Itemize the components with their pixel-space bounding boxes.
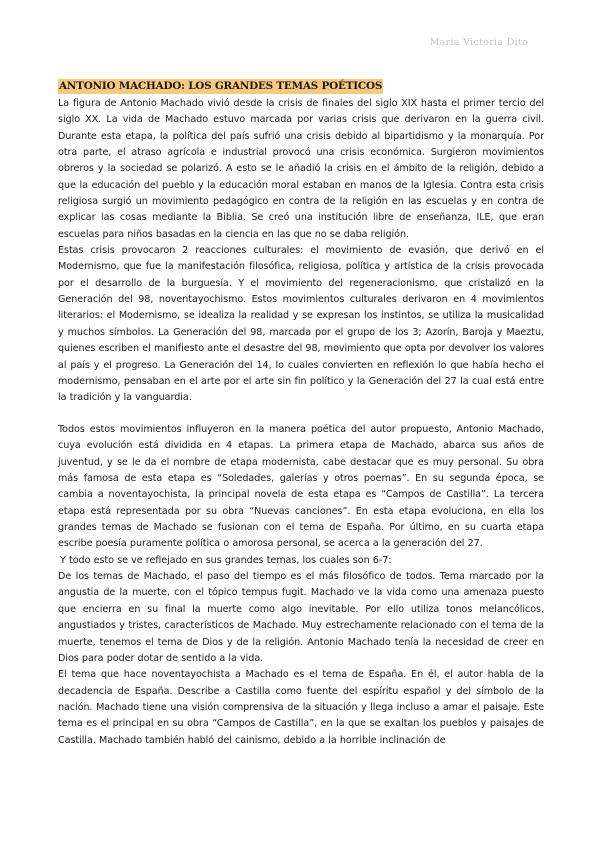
paragraph-themes-intro: Y todo esto se ve reflejado en sus grandes temas, los cuales son 6-7: (60, 554, 392, 566)
author-header: María Victoria Dito (429, 37, 528, 48)
paragraph-poetic-evolution: Todos estos movimientos influyeron en la manera poética del autor propuesto, Antonio Machado, cuya evolución está dividida en 4 etapas. La primera etapa de Machado, abarca sus años de juventud, y se le da el nombre de etapa modernista, cabe destacar que es muy personal. Su obra más famosa de esta etapa es “Soledades, galerías y otros poemas”. En su segunda época, se cambia a noventayochista, la principal novela de esta etapa es “Campos de Castilla”. La tercera etapa está representada por su obra “Nuevas canciones”. En esta etapa evoluciona, en ella los grandes temas de Machado se fusionan con el tema de España. Por último, en su cuarta etapa escribe poesía puramente política o amorosa personal, se acerca a la generación del 27. (58, 424, 544, 550)
paragraph-time-and-death: De los temas de Machado, el paso del tiempo es el más filosófico de todos. Tema marcado por la angustia de la muerte, con el tópico tempus fugit. Machado ve la vida como una amenaza puesto que encierra en su final la muerte como algo inevitable. Por ello utiliza tonos melancólicos, angustiados y tristes, característicos de Machado. Muy estrechamente relacionado con el tema de la muerte, tenemos el tema de Dios y de la religión. Antonio Machado tenía la necesidad de creer en Dios para poder dotar de sentido a la vida. (58, 571, 544, 664)
document-title: ANTONIO MACHADO: LOS GRANDES TEMAS POÉTICOS (59, 80, 383, 92)
paragraph-gap (58, 407, 544, 423)
paragraph-spain-theme: El tema que hace noventayochista a Machado es el tema de España. En él, el autor habla de la decadencia de España. Describe a Castilla como fuente del espíritu español y del símbolo de la nación. Machado tiene una visión comprensiva de la situación y llega incluso a amar el paisaje. Este tema es el principal en su obra “Campos de Castilla”, en la que se exaltan los pueblos y paisajes de Castilla. Machado también habló del cainismo, debido a la horrible inclinación de (58, 669, 544, 746)
document-body (58, 74, 544, 749)
paragraph-cultural-reactions: Estas crisis provocaron 2 reacciones culturales: el movimiento de evasión, que derivó en el Modernismo, que fue la manifestación filosófica, religiosa, política y artística de la crisis provocada por el desarrollo de la burguesía. Y el movimiento del regeneracionismo, que cristalizó en la Generación del 98, noventayochismo. Estos movimientos culturales derivaron en 4 movimientos literarios: el Modernismo, se idealiza la realidad y se expresan los instintos, se utiliza la musicalidad y muchos símbolos. La Generación del 98, marcada por el grupo de los 3; Azorín, Baroja y Maeztu, quienes escriben el manifiesto ante el desastre del 98, movimiento que opta por devolver los valores al país y el progreso. La Generación del 14, lo cuales convierten en reflexión lo que había hecho el modernismo, pensaban en el arte por el arte sin fin político y la Generación del 27 la cual está entre la tradición y la vanguardia. (58, 245, 544, 404)
paragraph-historical-context: La figura de Antonio Machado vivió desde la crisis de finales del siglo XIX hasta el primer tercio del siglo XX. La vida de Machado estuvo marcada por varias crisis que derivaron en la guerra civil. Durante esta etapa, la política del país sufrió una crisis debido al bipartidismo y la monarquía. Por otra parte, el atraso agrícola e industrial provocó una crisis económica. Surgieron movimientos obreros y la sociedad se polarizó. A esto se le añadió la crisis en el ámbito de la religión, debido a que la educación del pueblo y la educación moral estaban en manos de la Iglesia. Contra esta crisis religiosa surgió un movimiento pedagógico en contra de la religión en las escuelas y en contra de explicar las cosas mediante la Biblia. Se creó una institución libre de enseñanza, ILE, que eran escuelas para niños basadas en la ciencia en las que no se daba religión. (58, 98, 544, 240)
